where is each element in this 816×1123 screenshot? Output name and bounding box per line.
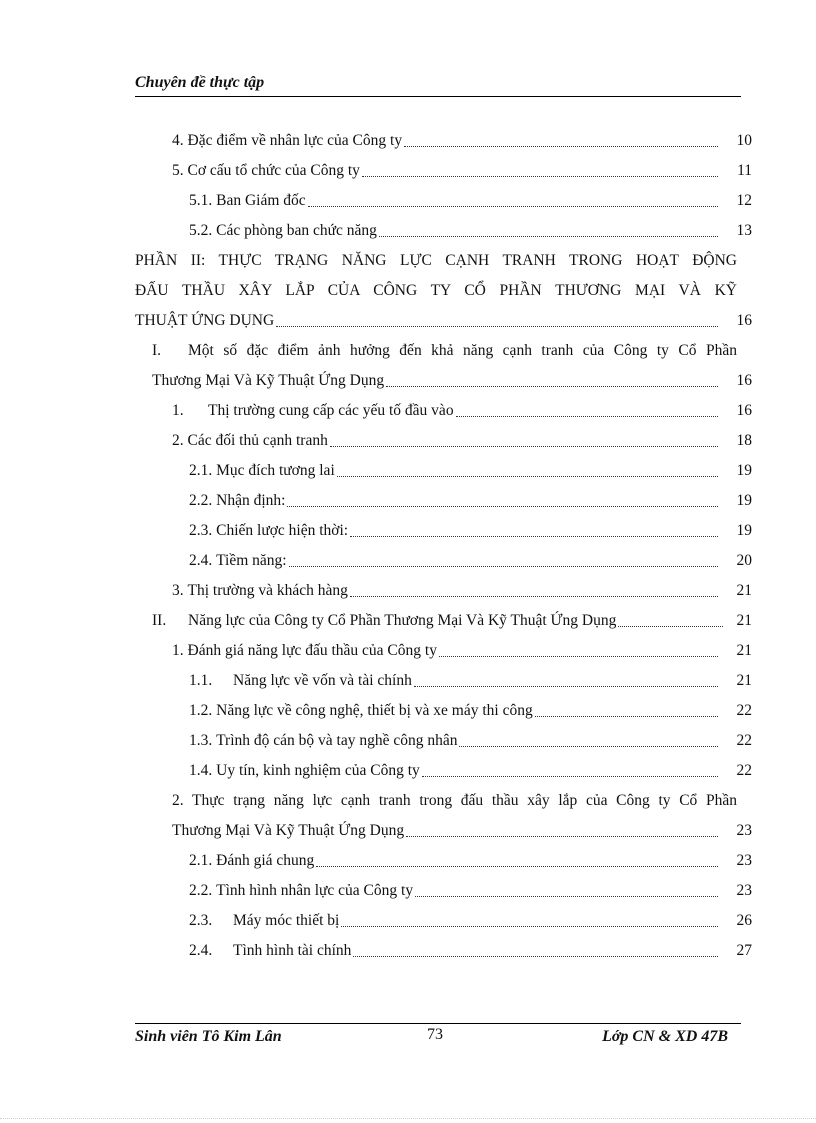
toc-entry-title: Các phòng ban chức năng (216, 222, 377, 239)
toc-entry-title: Cơ cấu tổ chức của Công ty (187, 162, 360, 179)
toc-entry-page: 19 (736, 522, 752, 539)
dot-leader (330, 446, 718, 447)
toc-entry-title: Tình hình nhân lực của Công ty (216, 882, 414, 899)
dot-leader (350, 596, 718, 597)
dot-leader (287, 506, 718, 507)
toc-entry-page: 21 (736, 612, 752, 629)
toc-entry-number: 1.2. (189, 702, 213, 719)
toc-entry-title: Năng lực về vốn và tài chính (233, 672, 412, 689)
toc-entry[interactable] (135, 426, 752, 456)
toc-entry-page: 21 (736, 642, 752, 659)
toc-entry-page: 12 (736, 192, 752, 209)
toc-entry-number: 2.3. (189, 912, 213, 929)
toc-entry-page: 22 (736, 732, 752, 749)
toc-entry[interactable] (135, 816, 752, 846)
toc-entry-title-line1: Thực trạng năng lực cạnh tranh trong đấu thầu xây lắp của Công ty Cổ Phần (192, 792, 737, 809)
dot-leader (316, 866, 718, 867)
dot-leader (415, 896, 718, 897)
toc-entry[interactable] (135, 396, 752, 426)
toc-entry-title: Thương Mại Và Kỹ Thuật Ứng Dụng (172, 822, 405, 839)
toc-entry[interactable] (135, 306, 752, 336)
toc-entry-title: Thị trường và khách hàng (187, 582, 348, 599)
toc-entry-page: 21 (736, 672, 752, 689)
toc-part-title-line1: PHẦN II: THỰC TRẠNG NĂNG LỰC CẠNH TRANH TRONG HOẠT ĐỘNG (135, 252, 737, 269)
toc-part-heading-line[interactable] (135, 246, 752, 276)
dot-leader (353, 956, 718, 957)
toc-entry-number: 2.1. (189, 462, 213, 479)
dot-leader (404, 146, 718, 147)
toc-entry[interactable] (135, 876, 752, 906)
toc-entry-title-line1: Một số đặc điểm ảnh hưởng đến khả năng cạnh tranh của Công ty Cổ Phần (188, 342, 737, 359)
dot-leader (350, 536, 718, 537)
toc-entry-number: 5. (172, 162, 184, 179)
toc-entry[interactable] (135, 486, 752, 516)
toc-entry-number: 5.2. (189, 222, 213, 239)
toc-entry-number: 3. (172, 582, 184, 599)
toc-entry-title: Đặc điểm về nhân lực của Công ty (187, 132, 403, 149)
toc-entry-title: Trình độ cán bộ và tay nghề công nhân (216, 732, 458, 749)
toc-entry-title: Ban Giám đốc (216, 192, 306, 209)
footer-class-name: Lớp CN & XD 47B (602, 1028, 728, 1045)
toc-entry-page: 16 (736, 312, 752, 329)
dot-leader (406, 836, 718, 837)
dot-leader (456, 416, 718, 417)
toc-entry-title: Đánh giá năng lực đấu thầu của Công ty (187, 642, 437, 659)
footer-rule (135, 1023, 741, 1024)
toc-entry[interactable] (135, 636, 752, 666)
toc-entry[interactable] (135, 846, 752, 876)
dot-leader (362, 176, 718, 177)
toc-entry-title: Uy tín, kinh nghiệm của Công ty (216, 762, 420, 779)
toc-entry-number: 2.1. (189, 852, 213, 869)
toc-entry[interactable] (135, 576, 752, 606)
toc-entry[interactable] (135, 666, 752, 696)
toc-entry-page: 16 (736, 402, 752, 419)
toc-entry[interactable] (135, 156, 752, 186)
toc-entry[interactable] (135, 216, 752, 246)
toc-entry-title: Năng lực về công nghệ, thiết bị và xe máy thi công (216, 702, 533, 719)
toc-entry-title: Nhận định: (216, 492, 286, 509)
toc-entry-number: I. (152, 342, 162, 359)
toc-entry-page: 13 (736, 222, 752, 239)
dot-leader (422, 776, 718, 777)
toc-entry-page: 23 (736, 882, 752, 899)
toc-entry-page: 23 (736, 852, 752, 869)
toc-entry-page: 19 (736, 492, 752, 509)
toc-entry-number: 4. (172, 132, 184, 149)
toc-entry-number: 2.4. (189, 942, 213, 959)
toc-entry[interactable] (135, 126, 752, 156)
toc-entry-page: 22 (736, 762, 752, 779)
dot-leader (459, 746, 718, 747)
toc-entry-page: 21 (736, 582, 752, 599)
toc-entry[interactable] (135, 936, 752, 966)
toc-entry-line[interactable] (135, 786, 752, 816)
toc-entry[interactable] (135, 696, 752, 726)
toc-entry[interactable] (135, 546, 752, 576)
footer-student-name: Sinh viên Tô Kim Lân (135, 1028, 282, 1045)
dot-leader (386, 386, 718, 387)
toc-entry-page: 10 (736, 132, 752, 149)
toc-entry-title: Năng lực của Công ty Cổ Phần Thương Mại Và Kỹ Thuật Ứng Dụng (188, 612, 617, 629)
toc-entry-number: 2.3. (189, 522, 213, 539)
dot-leader (439, 656, 718, 657)
toc-entry[interactable] (135, 186, 752, 216)
toc-entry-title: Thị trường cung cấp các yếu tố đầu vào (208, 402, 454, 419)
toc-entry-page: 16 (736, 372, 752, 389)
dot-leader (276, 326, 718, 327)
dot-leader (379, 236, 718, 237)
toc-entry[interactable] (135, 516, 752, 546)
toc-entry-number: 1.4. (189, 762, 213, 779)
toc-entry[interactable] (135, 456, 752, 486)
toc-entry-title: THUẬT ỨNG DỤNG (135, 312, 275, 329)
toc-entry[interactable] (135, 726, 752, 756)
page-edge (0, 1118, 816, 1119)
toc-entry-number: II. (152, 612, 167, 629)
toc-entry[interactable] (135, 606, 752, 636)
dot-leader (341, 926, 718, 927)
toc-entry-number: 2. (172, 792, 184, 809)
toc-entry-page: 18 (736, 432, 752, 449)
toc-entry-page: 23 (736, 822, 752, 839)
toc-entry-page: 11 (737, 162, 752, 179)
toc-entry-page: 22 (736, 702, 752, 719)
footer-page-number: 73 (427, 1026, 443, 1043)
toc-entry-title: Tiềm năng: (216, 552, 287, 569)
toc-entry-number: 1. (172, 642, 184, 659)
toc-entry-page: 27 (736, 942, 752, 959)
dot-leader (308, 206, 718, 207)
toc-entry[interactable] (135, 366, 752, 396)
dot-leader (289, 566, 718, 567)
toc-entry-page: 26 (736, 912, 752, 929)
toc-entry-title: Tình hình tài chính (233, 942, 352, 959)
table-of-contents (135, 126, 752, 966)
toc-entry-title: Máy móc thiết bị (233, 912, 340, 929)
toc-entry-number: 2.2. (189, 492, 213, 509)
dot-leader (535, 716, 718, 717)
toc-entry-number: 1.1. (189, 672, 213, 689)
toc-entry-number: 2.2. (189, 882, 213, 899)
toc-entry-title: Đánh giá chung (216, 852, 315, 869)
dot-leader (337, 476, 718, 477)
toc-entry-number: 1. (172, 402, 184, 419)
toc-entry-number: 2. (172, 432, 184, 449)
dot-leader (414, 686, 718, 687)
toc-entry-line[interactable] (135, 336, 752, 366)
toc-entry[interactable] (135, 906, 752, 936)
toc-entry-title: Chiến lược hiện thời: (216, 522, 349, 539)
toc-part-heading-line[interactable] (135, 276, 752, 306)
toc-entry-number: 2.4. (189, 552, 213, 569)
toc-entry-title: Mục đích tương lai (216, 462, 335, 479)
dot-leader (618, 626, 723, 627)
toc-entry[interactable] (135, 756, 752, 786)
toc-entry-number: 5.1. (189, 192, 213, 209)
toc-entry-page: 19 (736, 462, 752, 479)
toc-entry-page: 20 (736, 552, 752, 569)
header-rule (135, 96, 741, 97)
toc-part-title-line2: ĐẤU THẦU XÂY LẮP CỦA CÔNG TY CỔ PHẦN THƯƠNG MẠI VÀ KỸ (135, 282, 737, 299)
toc-entry-number: 1.3. (189, 732, 213, 749)
page-header-title: Chuyên đề thực tập (135, 74, 265, 91)
toc-entry-title: Thương Mại Và Kỹ Thuật Ứng Dụng (152, 372, 385, 389)
toc-entry-title: Các đối thủ cạnh tranh (187, 432, 328, 449)
